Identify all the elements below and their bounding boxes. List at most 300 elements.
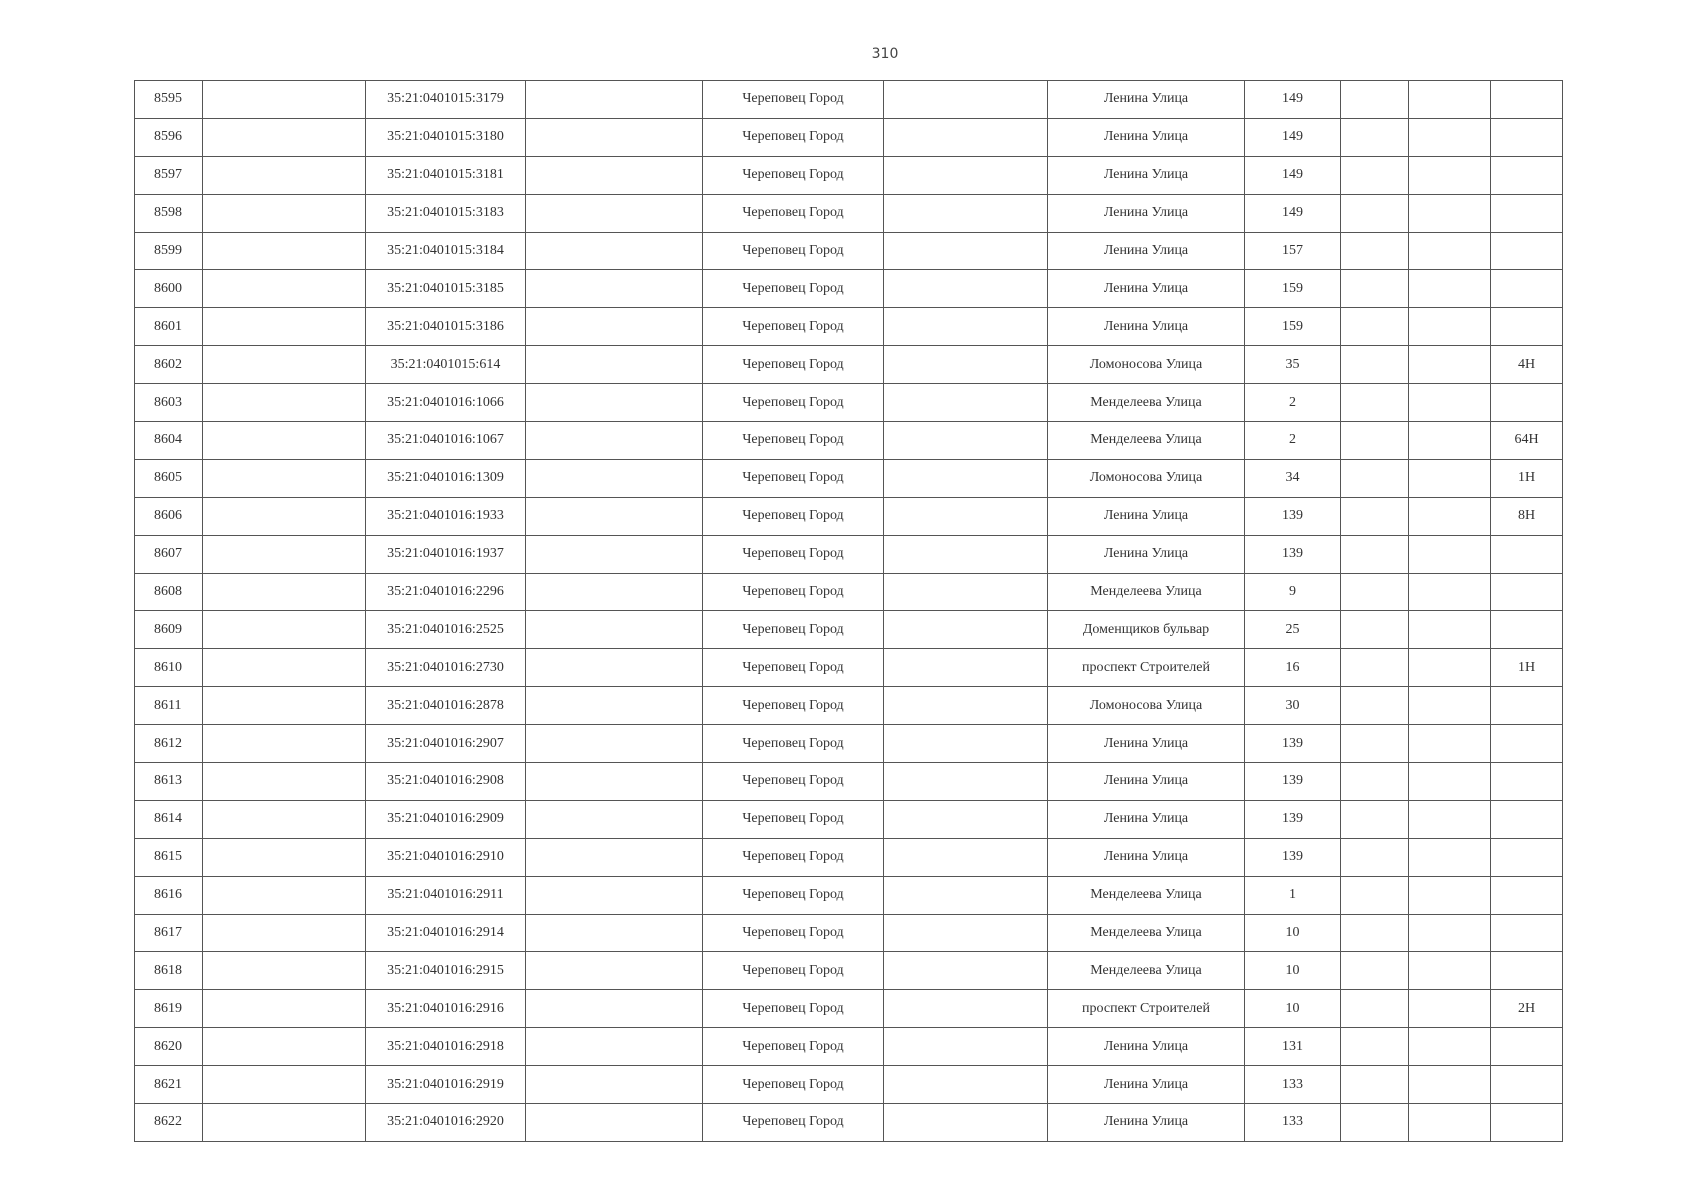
house-number-cell: 133: [1245, 1066, 1341, 1104]
street-cell: Ленина Улица: [1048, 1104, 1245, 1142]
row-number-cell: 8621: [135, 1066, 203, 1104]
city-cell: Череповец Город: [703, 838, 884, 876]
empty-cell: [526, 1028, 703, 1066]
cadastral-number-cell: 35:21:0401016:2916: [366, 990, 526, 1028]
table-row: [135, 156, 1563, 194]
city-cell: Череповец Город: [703, 1066, 884, 1104]
street-cell: проспект Строителей: [1048, 649, 1245, 687]
empty-cell: [203, 232, 366, 270]
empty-cell: [1409, 270, 1491, 308]
empty-cell: [884, 838, 1048, 876]
table-row: [135, 346, 1563, 384]
street-cell: Менделеева Улица: [1048, 952, 1245, 990]
empty-cell: [1409, 459, 1491, 497]
street-cell: Ломоносова Улица: [1048, 459, 1245, 497]
cadastral-number-cell: 35:21:0401015:3183: [366, 194, 526, 232]
table-row: [135, 914, 1563, 952]
empty-cell: [526, 725, 703, 763]
empty-cell: [203, 611, 366, 649]
street-cell: проспект Строителей: [1048, 990, 1245, 1028]
empty-cell: [1409, 611, 1491, 649]
empty-cell: [884, 270, 1048, 308]
street-cell: Ленина Улица: [1048, 800, 1245, 838]
empty-cell: [1409, 763, 1491, 801]
empty-cell: [884, 952, 1048, 990]
street-cell: Менделеева Улица: [1048, 876, 1245, 914]
empty-cell: [1409, 118, 1491, 156]
empty-cell: [1341, 156, 1409, 194]
empty-cell: [884, 346, 1048, 384]
row-number-cell: 8612: [135, 725, 203, 763]
room-number-cell: [1491, 384, 1563, 422]
street-cell: Ленина Улица: [1048, 725, 1245, 763]
empty-cell: [526, 232, 703, 270]
city-cell: Череповец Город: [703, 876, 884, 914]
empty-cell: [203, 914, 366, 952]
house-number-cell: 139: [1245, 763, 1341, 801]
street-cell: Ленина Улица: [1048, 838, 1245, 876]
table-row: [135, 725, 1563, 763]
empty-cell: [1341, 1104, 1409, 1142]
cadastral-number-cell: 35:21:0401016:2525: [366, 611, 526, 649]
empty-cell: [1341, 876, 1409, 914]
empty-cell: [884, 459, 1048, 497]
empty-cell: [884, 725, 1048, 763]
table-row: [135, 990, 1563, 1028]
room-number-cell: 1Н: [1491, 649, 1563, 687]
city-cell: Череповец Город: [703, 800, 884, 838]
row-number-cell: 8604: [135, 422, 203, 460]
empty-cell: [884, 573, 1048, 611]
city-cell: Череповец Город: [703, 346, 884, 384]
empty-cell: [526, 800, 703, 838]
city-cell: Череповец Город: [703, 763, 884, 801]
house-number-cell: 139: [1245, 725, 1341, 763]
cadastral-number-cell: 35:21:0401016:2730: [366, 649, 526, 687]
street-cell: Доменщиков бульвар: [1048, 611, 1245, 649]
cadastral-number-cell: 35:21:0401016:2910: [366, 838, 526, 876]
city-cell: Череповец Город: [703, 497, 884, 535]
city-cell: Череповец Город: [703, 118, 884, 156]
table-row: [135, 118, 1563, 156]
empty-cell: [884, 497, 1048, 535]
empty-cell: [1341, 270, 1409, 308]
empty-cell: [526, 346, 703, 384]
city-cell: Череповец Город: [703, 611, 884, 649]
empty-cell: [203, 346, 366, 384]
house-number-cell: 2: [1245, 422, 1341, 460]
cadastral-number-cell: 35:21:0401016:1933: [366, 497, 526, 535]
house-number-cell: 16: [1245, 649, 1341, 687]
empty-cell: [203, 194, 366, 232]
page-number: 310: [871, 46, 899, 62]
empty-cell: [884, 118, 1048, 156]
empty-cell: [203, 459, 366, 497]
street-cell: Ленина Улица: [1048, 535, 1245, 573]
empty-cell: [203, 649, 366, 687]
empty-cell: [884, 800, 1048, 838]
empty-cell: [884, 1028, 1048, 1066]
cadastral-number-cell: 35:21:0401015:3184: [366, 232, 526, 270]
room-number-cell: [1491, 156, 1563, 194]
street-cell: Ломоносова Улица: [1048, 346, 1245, 384]
house-number-cell: 159: [1245, 270, 1341, 308]
empty-cell: [203, 725, 366, 763]
empty-cell: [884, 535, 1048, 573]
empty-cell: [884, 194, 1048, 232]
empty-cell: [1341, 384, 1409, 422]
street-cell: Менделеева Улица: [1048, 384, 1245, 422]
row-number-cell: 8607: [135, 535, 203, 573]
room-number-cell: [1491, 118, 1563, 156]
house-number-cell: 131: [1245, 1028, 1341, 1066]
empty-cell: [884, 611, 1048, 649]
street-cell: Ленина Улица: [1048, 118, 1245, 156]
street-cell: Менделеева Улица: [1048, 422, 1245, 460]
city-cell: Череповец Город: [703, 952, 884, 990]
city-cell: Череповец Город: [703, 459, 884, 497]
room-number-cell: [1491, 1104, 1563, 1142]
table-row: [135, 81, 1563, 119]
room-number-cell: [1491, 838, 1563, 876]
street-cell: Ломоносова Улица: [1048, 687, 1245, 725]
empty-cell: [526, 118, 703, 156]
table-row: [135, 497, 1563, 535]
empty-cell: [526, 914, 703, 952]
empty-cell: [203, 800, 366, 838]
empty-cell: [1341, 535, 1409, 573]
house-number-cell: 10: [1245, 952, 1341, 990]
empty-cell: [203, 838, 366, 876]
empty-cell: [203, 535, 366, 573]
empty-cell: [884, 990, 1048, 1028]
street-cell: Ленина Улица: [1048, 1028, 1245, 1066]
empty-cell: [203, 384, 366, 422]
empty-cell: [884, 649, 1048, 687]
empty-cell: [1341, 194, 1409, 232]
empty-cell: [1341, 308, 1409, 346]
street-cell: Ленина Улица: [1048, 308, 1245, 346]
empty-cell: [203, 952, 366, 990]
empty-cell: [526, 687, 703, 725]
empty-cell: [203, 763, 366, 801]
room-number-cell: [1491, 687, 1563, 725]
table-row: [135, 270, 1563, 308]
empty-cell: [526, 1104, 703, 1142]
room-number-cell: [1491, 952, 1563, 990]
house-number-cell: 139: [1245, 497, 1341, 535]
empty-cell: [203, 1104, 366, 1142]
empty-cell: [526, 838, 703, 876]
city-cell: Череповец Город: [703, 308, 884, 346]
room-number-cell: [1491, 194, 1563, 232]
empty-cell: [884, 687, 1048, 725]
empty-cell: [884, 81, 1048, 119]
city-cell: Череповец Город: [703, 1104, 884, 1142]
table-row: [135, 232, 1563, 270]
room-number-cell: 4Н: [1491, 346, 1563, 384]
room-number-cell: [1491, 1066, 1563, 1104]
row-number-cell: 8614: [135, 800, 203, 838]
empty-cell: [1341, 838, 1409, 876]
table-row: [135, 459, 1563, 497]
room-number-cell: 64Н: [1491, 422, 1563, 460]
empty-cell: [1341, 649, 1409, 687]
empty-cell: [203, 270, 366, 308]
city-cell: Череповец Город: [703, 384, 884, 422]
empty-cell: [203, 81, 366, 119]
row-number-cell: 8608: [135, 573, 203, 611]
room-number-cell: [1491, 914, 1563, 952]
empty-cell: [1409, 535, 1491, 573]
cadastral-number-cell: 35:21:0401016:2911: [366, 876, 526, 914]
empty-cell: [203, 990, 366, 1028]
empty-cell: [1409, 838, 1491, 876]
street-cell: Ленина Улица: [1048, 763, 1245, 801]
cadastral-number-cell: 35:21:0401016:2920: [366, 1104, 526, 1142]
empty-cell: [884, 1104, 1048, 1142]
empty-cell: [1409, 952, 1491, 990]
city-cell: Череповец Город: [703, 535, 884, 573]
empty-cell: [1341, 687, 1409, 725]
empty-cell: [884, 156, 1048, 194]
table-row: [135, 384, 1563, 422]
cadastral-number-cell: 35:21:0401016:2914: [366, 914, 526, 952]
empty-cell: [526, 422, 703, 460]
register-body: [135, 81, 1563, 1142]
empty-cell: [1409, 649, 1491, 687]
empty-cell: [884, 763, 1048, 801]
empty-cell: [526, 156, 703, 194]
empty-cell: [884, 1066, 1048, 1104]
cadastral-number-cell: 35:21:0401016:2907: [366, 725, 526, 763]
empty-cell: [1341, 232, 1409, 270]
city-cell: Череповец Город: [703, 914, 884, 952]
house-number-cell: 139: [1245, 838, 1341, 876]
empty-cell: [1341, 725, 1409, 763]
row-number-cell: 8615: [135, 838, 203, 876]
empty-cell: [1409, 308, 1491, 346]
empty-cell: [1341, 763, 1409, 801]
cadastral-number-cell: 35:21:0401016:1066: [366, 384, 526, 422]
row-number-cell: 8613: [135, 763, 203, 801]
empty-cell: [526, 270, 703, 308]
row-number-cell: 8605: [135, 459, 203, 497]
empty-cell: [1409, 573, 1491, 611]
empty-cell: [1409, 990, 1491, 1028]
cadastral-number-cell: 35:21:0401016:2908: [366, 763, 526, 801]
room-number-cell: [1491, 800, 1563, 838]
empty-cell: [1409, 687, 1491, 725]
house-number-cell: 149: [1245, 118, 1341, 156]
table-row: [135, 573, 1563, 611]
street-cell: Ленина Улица: [1048, 497, 1245, 535]
city-cell: Череповец Город: [703, 270, 884, 308]
house-number-cell: 149: [1245, 81, 1341, 119]
street-cell: Ленина Улица: [1048, 1066, 1245, 1104]
house-number-cell: 139: [1245, 800, 1341, 838]
row-number-cell: 8620: [135, 1028, 203, 1066]
empty-cell: [526, 649, 703, 687]
empty-cell: [1341, 459, 1409, 497]
cadastral-number-cell: 35:21:0401015:3180: [366, 118, 526, 156]
empty-cell: [1409, 232, 1491, 270]
empty-cell: [1341, 422, 1409, 460]
row-number-cell: 8611: [135, 687, 203, 725]
table-row: [135, 763, 1563, 801]
cadastral-number-cell: 35:21:0401016:2918: [366, 1028, 526, 1066]
room-number-cell: [1491, 308, 1563, 346]
empty-cell: [203, 308, 366, 346]
city-cell: Череповец Город: [703, 81, 884, 119]
house-number-cell: 159: [1245, 308, 1341, 346]
empty-cell: [526, 497, 703, 535]
table-row: [135, 876, 1563, 914]
empty-cell: [203, 876, 366, 914]
cadastral-number-cell: 35:21:0401016:1067: [366, 422, 526, 460]
empty-cell: [1409, 346, 1491, 384]
house-number-cell: 149: [1245, 156, 1341, 194]
empty-cell: [526, 573, 703, 611]
table-row: [135, 687, 1563, 725]
empty-cell: [526, 611, 703, 649]
cadastral-number-cell: 35:21:0401015:3186: [366, 308, 526, 346]
cadastral-number-cell: 35:21:0401016:1309: [366, 459, 526, 497]
row-number-cell: 8602: [135, 346, 203, 384]
empty-cell: [884, 422, 1048, 460]
room-number-cell: [1491, 535, 1563, 573]
empty-cell: [203, 156, 366, 194]
empty-cell: [884, 914, 1048, 952]
cadastral-number-cell: 35:21:0401016:2919: [366, 1066, 526, 1104]
table-row: [135, 952, 1563, 990]
row-number-cell: 8600: [135, 270, 203, 308]
city-cell: Череповец Город: [703, 573, 884, 611]
row-number-cell: 8598: [135, 194, 203, 232]
row-number-cell: 8617: [135, 914, 203, 952]
street-cell: Менделеева Улица: [1048, 573, 1245, 611]
row-number-cell: 8601: [135, 308, 203, 346]
empty-cell: [1409, 497, 1491, 535]
house-number-cell: 2: [1245, 384, 1341, 422]
empty-cell: [1409, 914, 1491, 952]
room-number-cell: [1491, 876, 1563, 914]
house-number-cell: 10: [1245, 914, 1341, 952]
empty-cell: [1341, 952, 1409, 990]
street-cell: Менделеева Улица: [1048, 914, 1245, 952]
cadastral-number-cell: 35:21:0401016:2909: [366, 800, 526, 838]
empty-cell: [1341, 81, 1409, 119]
empty-cell: [1409, 725, 1491, 763]
house-number-cell: 34: [1245, 459, 1341, 497]
house-number-cell: 25: [1245, 611, 1341, 649]
table-row: [135, 308, 1563, 346]
empty-cell: [526, 535, 703, 573]
table-row: [135, 194, 1563, 232]
room-number-cell: [1491, 232, 1563, 270]
city-cell: Череповец Город: [703, 1028, 884, 1066]
house-number-cell: 9: [1245, 573, 1341, 611]
city-cell: Череповец Город: [703, 649, 884, 687]
house-number-cell: 10: [1245, 990, 1341, 1028]
empty-cell: [1341, 990, 1409, 1028]
row-number-cell: 8616: [135, 876, 203, 914]
empty-cell: [1341, 346, 1409, 384]
empty-cell: [526, 384, 703, 422]
empty-cell: [1341, 914, 1409, 952]
house-number-cell: 1: [1245, 876, 1341, 914]
empty-cell: [1341, 1066, 1409, 1104]
room-number-cell: [1491, 611, 1563, 649]
empty-cell: [1409, 81, 1491, 119]
empty-cell: [526, 876, 703, 914]
house-number-cell: 139: [1245, 535, 1341, 573]
room-number-cell: [1491, 270, 1563, 308]
house-number-cell: 157: [1245, 232, 1341, 270]
street-cell: Ленина Улица: [1048, 232, 1245, 270]
city-cell: Череповец Город: [703, 194, 884, 232]
cadastral-number-cell: 35:21:0401015:3185: [366, 270, 526, 308]
empty-cell: [1409, 422, 1491, 460]
table-row: [135, 535, 1563, 573]
house-number-cell: 30: [1245, 687, 1341, 725]
empty-cell: [1341, 800, 1409, 838]
row-number-cell: 8619: [135, 990, 203, 1028]
room-number-cell: 2Н: [1491, 990, 1563, 1028]
empty-cell: [203, 687, 366, 725]
house-number-cell: 133: [1245, 1104, 1341, 1142]
empty-cell: [1409, 876, 1491, 914]
empty-cell: [526, 952, 703, 990]
empty-cell: [1341, 573, 1409, 611]
row-number-cell: 8597: [135, 156, 203, 194]
row-number-cell: 8596: [135, 118, 203, 156]
city-cell: Череповец Город: [703, 725, 884, 763]
empty-cell: [203, 422, 366, 460]
empty-cell: [1409, 1066, 1491, 1104]
room-number-cell: 1Н: [1491, 459, 1563, 497]
street-cell: Ленина Улица: [1048, 156, 1245, 194]
empty-cell: [1341, 497, 1409, 535]
room-number-cell: [1491, 763, 1563, 801]
room-number-cell: [1491, 81, 1563, 119]
table-row: [135, 1104, 1563, 1142]
city-cell: Череповец Город: [703, 422, 884, 460]
row-number-cell: 8606: [135, 497, 203, 535]
empty-cell: [884, 308, 1048, 346]
empty-cell: [1341, 1028, 1409, 1066]
row-number-cell: 8603: [135, 384, 203, 422]
table-row: [135, 649, 1563, 687]
cadastral-number-cell: 35:21:0401015:3181: [366, 156, 526, 194]
row-number-cell: 8599: [135, 232, 203, 270]
row-number-cell: 8595: [135, 81, 203, 119]
empty-cell: [526, 1066, 703, 1104]
room-number-cell: 8Н: [1491, 497, 1563, 535]
cadastral-number-cell: 35:21:0401016:2878: [366, 687, 526, 725]
cadastral-number-cell: 35:21:0401015:614: [366, 346, 526, 384]
city-cell: Череповец Город: [703, 156, 884, 194]
table-row: [135, 800, 1563, 838]
table-row: [135, 838, 1563, 876]
table-row: [135, 611, 1563, 649]
empty-cell: [1409, 384, 1491, 422]
empty-cell: [1409, 800, 1491, 838]
house-number-cell: 35: [1245, 346, 1341, 384]
empty-cell: [526, 194, 703, 232]
cadastral-number-cell: 35:21:0401016:2296: [366, 573, 526, 611]
empty-cell: [1341, 611, 1409, 649]
